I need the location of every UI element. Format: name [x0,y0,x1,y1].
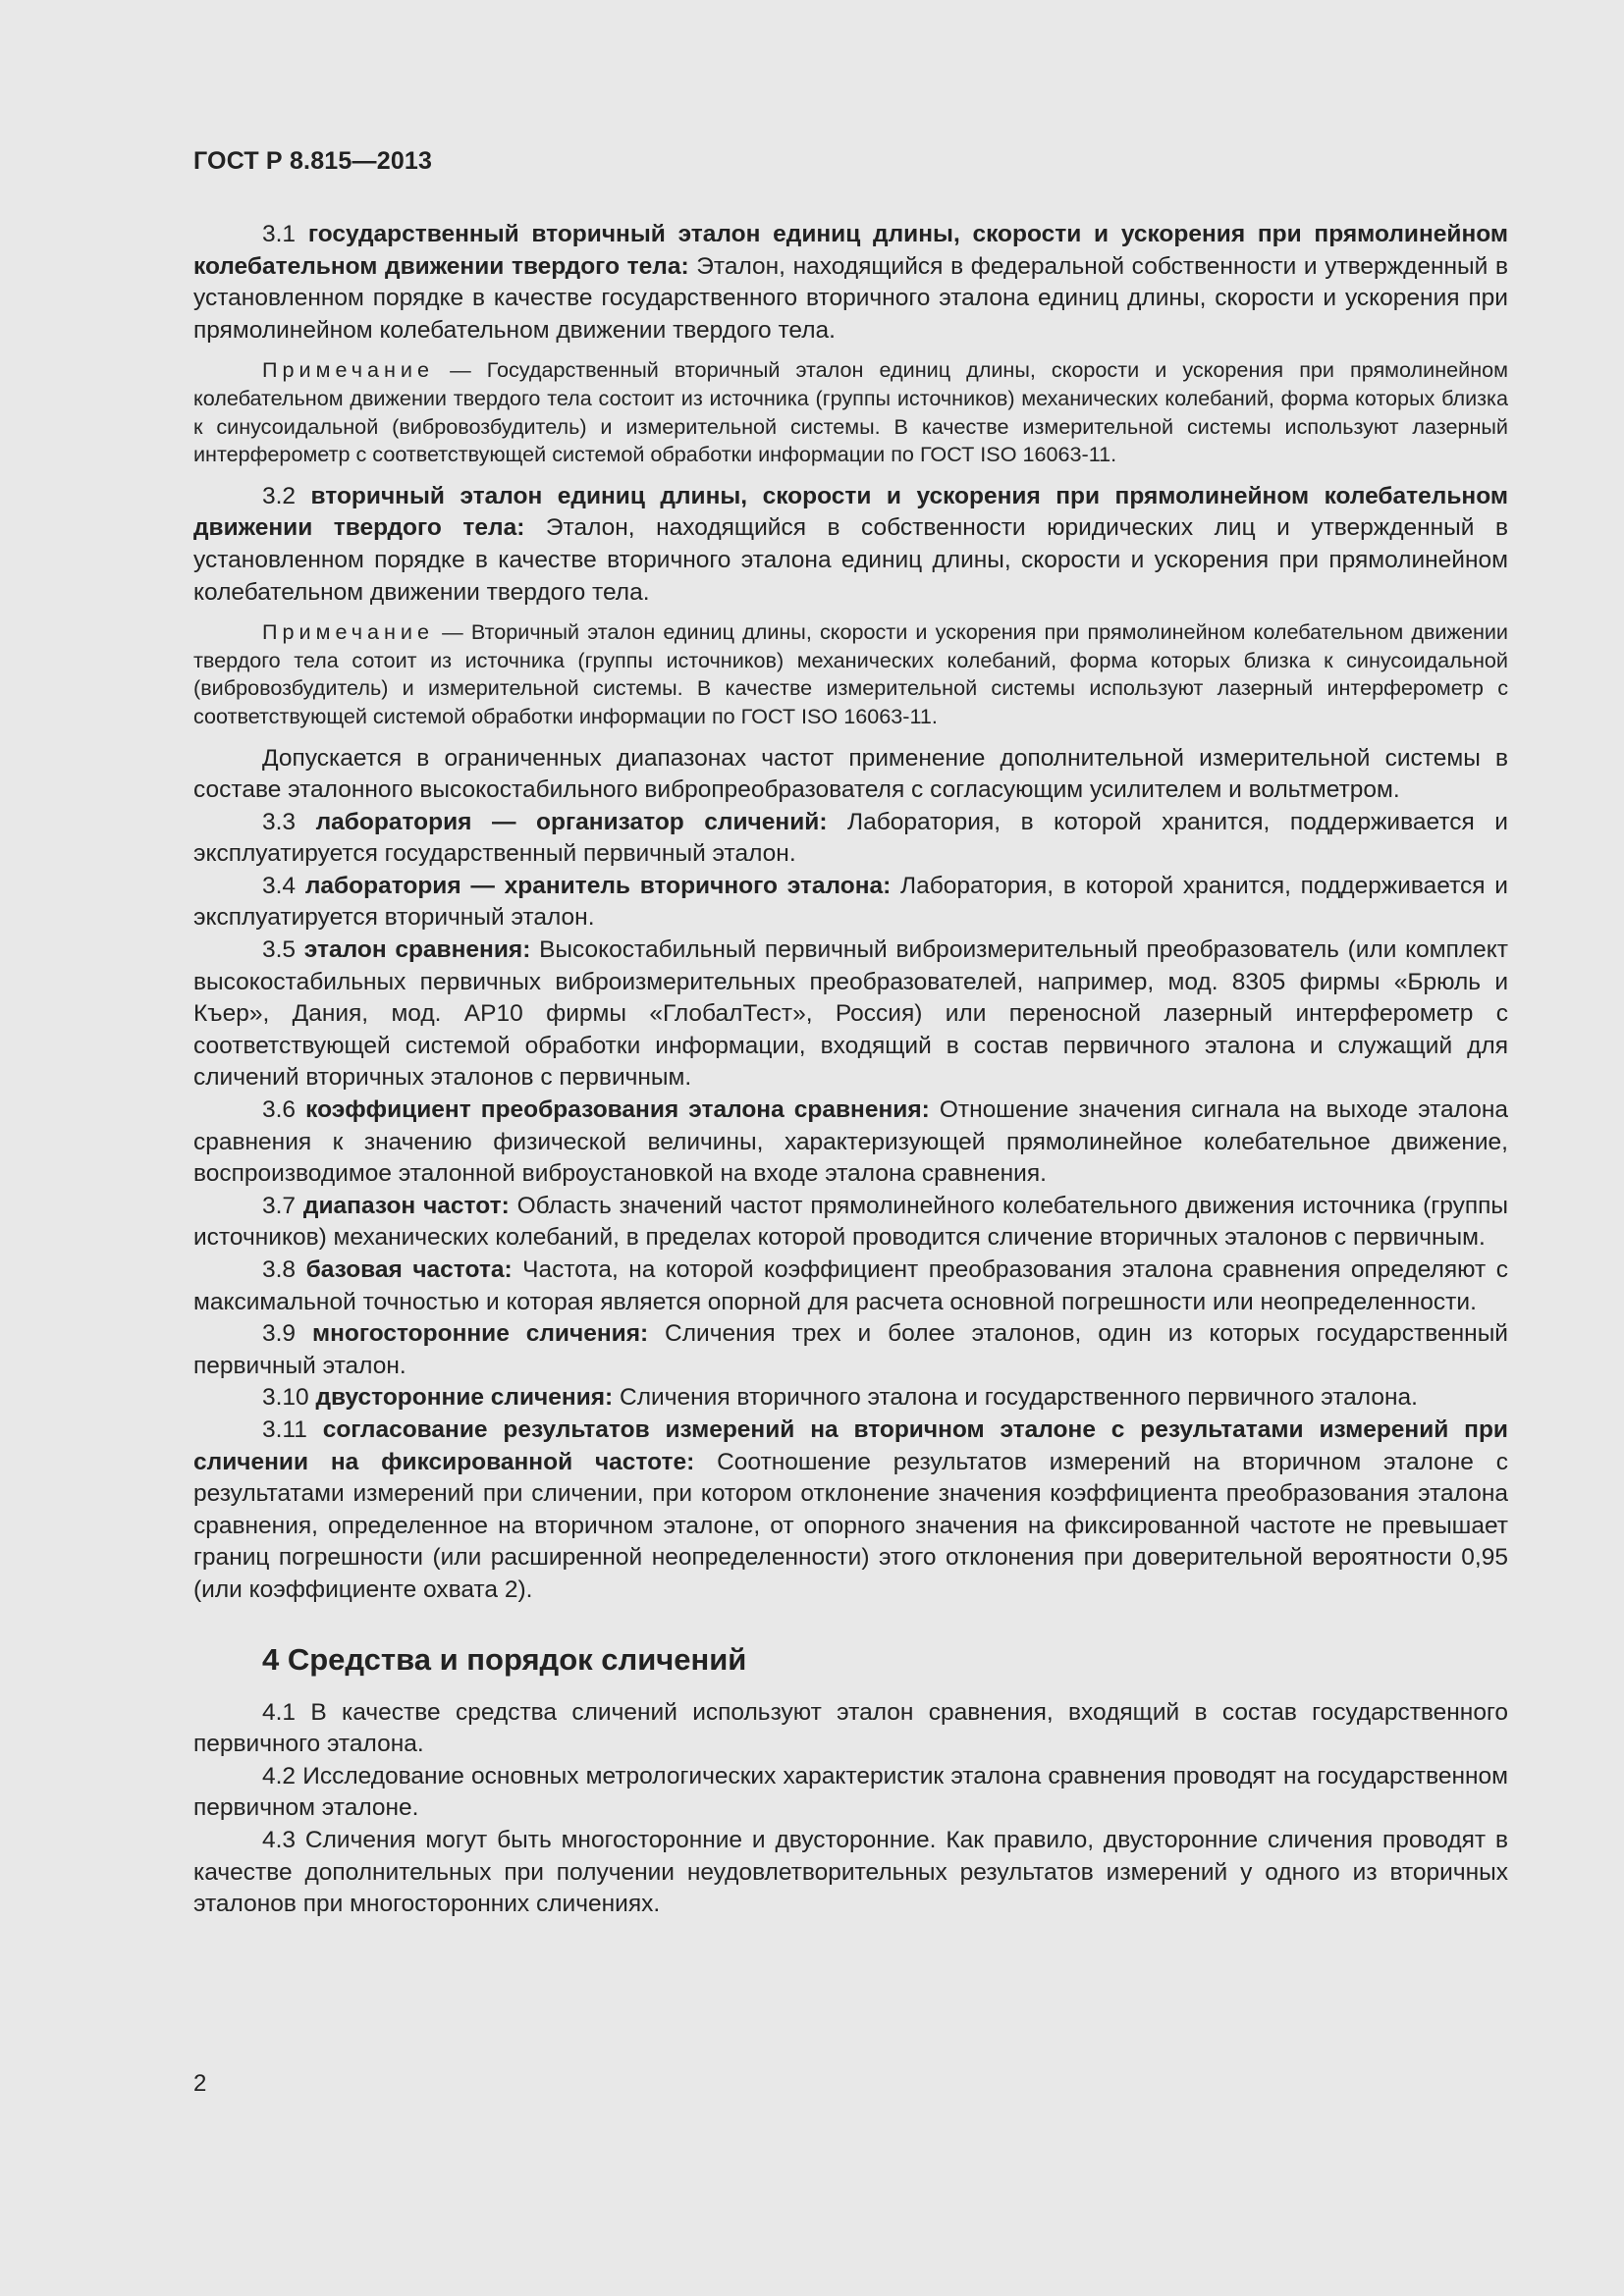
document-header: ГОСТ Р 8.815—2013 [193,147,433,175]
definition-text: Эталон, находящийся в федеральной собственности и утвержденный в установленном порядке в качестве государственного вторичного эталона единиц длины, скорости и ускорения при прямолинейном колебательном движении твердого тела. [193,252,1509,344]
paragraph-4-2: 4.2 Исследование основных метрологических характеристик эталона сравнения проводят на государственном первичном эталоне. [193,1762,1508,1822]
term: вторичный эталон единиц длины, скорости и ускорения при прямолинейном колебательном движении твердого тела: [193,482,1508,542]
item-number: 3.10 [262,1384,309,1412]
definition-text: Область значений частот прямолинейного колебательного движения источника (группы источников) механических колебаний, в пределах которой проводится сличение вторичных эталонов с первичным. [193,1192,1508,1252]
term: согласование результатов измерений на вторичном эталоне с результатами измерений при сличении на фиксированной частоте: [193,1415,1508,1475]
definition-3-4 [193,871,1508,934]
definition-3-6 [193,1095,1508,1191]
definition-3-2 [193,481,1508,609]
definition-text: Отношение значения сигнала на выходе эталона сравнения к значению физической величины, характеризующей прямолинейное колебательное движение, воспроизводимое эталонной виброустановкой на входе эталона сравнения. [193,1096,1508,1188]
item-number: 3.4 [262,872,297,899]
definition-3-7 [193,1191,1508,1255]
term: двусторонние сличения: [315,1384,614,1412]
term: коэффициент преобразования эталона сравнения: [305,1096,930,1124]
item-number: 3.2 [262,482,297,509]
item-number: 3.1 [262,221,297,247]
definition-text: Лаборатория, в которой хранится, поддерживается и эксплуатируется вторичный эталон. [193,872,1508,932]
note-label: Примечание [262,619,434,645]
definition-text: Лаборатория, в которой хранится, поддерживается и эксплуатируется государственный первичный эталон. [193,808,1508,868]
paragraph-additional-system: Допускается в ограниченных диапазонах частот применение дополнительной измерительной системы в составе эталонного высокостабильного вибропреобразователя с согласующим усилителем и вольтметром. [193,744,1508,804]
item-number: 3.9 [262,1320,297,1348]
section-4-title: 4 Средства и порядок сличений [262,1641,747,1677]
definition-text: Сличения вторичного эталона и государственного первичного эталона. [613,1384,1418,1412]
definition-text: Частота, на которой коэффициент преобразования эталона сравнения определяют с максимальной точностью и которая является опорной для расчета основной погрешности или неопределенности. [193,1256,1508,1315]
item-number: 3.11 [262,1415,307,1443]
paragraph-4-1: 4.1 В качестве средства сличений используют эталон сравнения, входящий в состав государственного первичного эталона. [193,1698,1508,1758]
definition-text: Сличения трех и более эталонов, один из которых государственный первичный эталон. [193,1320,1508,1379]
definition-3-3 [193,807,1508,871]
note-label: Примечание [262,357,434,383]
note-text: — Вторичный эталон единиц длины, скорости и ускорения при прямолинейном колебательном движении твердого тела сотоит из источника (группы источников) механических колебаний, форма которых близка к синусоидальной (вибровозбудитель) и измерительной системы. В качестве измерительной системы используют лазерный интерферометр с соответствующей системой обработки информации по ГОСТ ISO 16063-11. [193,619,1508,728]
item-number: 3.3 [262,808,297,835]
term: лаборатория — организатор сличений: [315,808,828,835]
definition-3-11 [193,1415,1508,1607]
paragraph-4-3: 4.3 Сличения могут быть многосторонние и двусторонние. Как правило, двусторонние сличения проводят в качестве дополнительных при получении неудовлетворительных результатов измерений у одного из вторичных эталонов при многосторонних сличениях. [193,1826,1508,1918]
item-number: 3.7 [262,1192,297,1219]
item-number: 3.6 [262,1096,297,1124]
term: базовая частота: [305,1256,513,1283]
definition-3-10 [193,1382,1508,1415]
item-number: 3.5 [262,936,297,964]
note-3-2 [193,618,1508,730]
definition-3-8 [193,1255,1508,1318]
definition-3-5 [193,934,1508,1095]
term: лаборатория — хранитель вторичного эталона: [304,872,892,899]
item-number: 3.8 [262,1256,297,1283]
term: эталон сравнения: [303,936,531,964]
definition-3-1 [193,219,1508,347]
term: диапазон частот: [302,1192,510,1219]
definition-text: Высокостабильный первичный виброизмерительный преобразователь (или комплект высокостабильных первичных виброизмерительных преобразователей, например, мод. 8305 фирмы «Брюль и Къер», Дания, мод. АР10 фирмы «ГлобалТест», Россия) или переносной лазерный интерферометр с соответствующей системой обработки информации, входящий в состав первичного эталона и служащий для сличений вторичных эталонов с первичным. [193,936,1508,1092]
page-number: 2 [193,2070,207,2097]
term: многосторонние сличения: [311,1320,649,1348]
term: государственный вторичный эталон единиц длины, скорости и ускорения при прямолинейном колебательном движении твердого тела: [193,221,1509,280]
note-text: — Государственный вторичный эталон единиц длины, скорости и ускорения при прямолинейном колебательном движении твердого тела состоит из источника (группы источников) механических колебаний, форма которых близка к синусоидальной (вибровозбудитель) и измерительной системы. В качестве измерительной системы используют лазерный интерферометр с соответствующей системой обработки информации по ГОСТ ISO 16063-11. [193,357,1508,467]
definition-3-9 [193,1318,1508,1382]
definition-text: Эталон, находящийся в собственности юридических лиц и утвержденный в установленном порядке в качестве вторичного эталона единиц длины, скорости и ускорения при прямолинейном колебательном движении твердого тела. [193,514,1509,606]
note-3-1 [193,356,1508,468]
definition-text: Соотношение результатов измерений на вторичном эталоне с результатами измерений при сличении, при котором отклонение значения коэффициента преобразования эталона сравнения, определенное на вторичном эталоне, от опорного значения на фиксированной частоте не превышает границ погрешности (или расширенной неопределенности) этого отклонения при доверительной вероятности 0,95 (или коэффициенте охвата 2). [193,1448,1508,1603]
